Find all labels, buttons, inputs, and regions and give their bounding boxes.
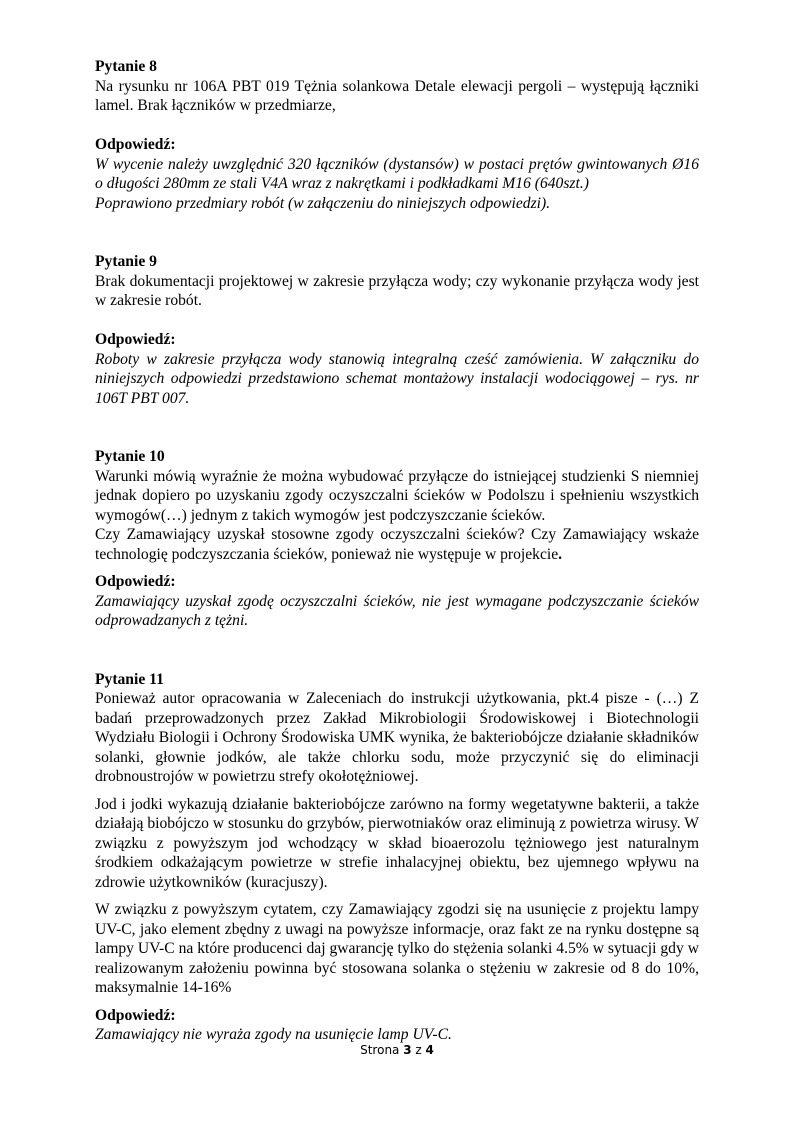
answer-heading: Odpowiedź: [95, 573, 176, 590]
question-body: Na rysunku nr 106A PBT 019 Tężnia solankowa Detale elewacji pergoli – występują łączniki lamel. Brak łączników w przedmiarze, [95, 77, 699, 114]
question-heading: Pytanie 9 [95, 253, 157, 270]
footer-mid: z [411, 1043, 426, 1057]
answer-heading: Odpowiedź: [95, 1006, 176, 1024]
answer-text: Roboty w zakresie przyłącza wody stanowią integralną cześć zamówienia. W załączniku do niniejszych odpowiedzi przedstawiono schemat montażowy instalacji wodociągowej – rys. nr 106T PBT 007. [95, 350, 699, 407]
question-heading: Pytanie 11 [95, 670, 164, 688]
question-paragraph-3: W związku z powyższym cytatem, czy Zamawiający zgodzi się na usunięcie z projektu lampy UV-C, jako element zbędny z uwagi na powyższe informacje, oraz fakt ze na rynku dostępne są lampy UV-C na które producenci daj gwarancję tylko do stężenia solanki 4.5% w sytuacji gdy w realizowanym założeniu powinna być stosowana solanka o stężeniu w zakresie od 8 do 10%, maksymalnie 14-16% [95, 901, 699, 996]
page-footer [0, 1043, 794, 1057]
question-10 [95, 447, 699, 631]
question-11 [95, 670, 699, 1045]
question-heading: Pytanie 10 [95, 448, 165, 465]
answer-text-2: Poprawiono przedmiary robót (w załączeniu do niniejszych odpowiedzi). [95, 194, 551, 212]
answer-text: Zamawiający uzyskał zgodę oczyszczalni ścieków, nie jest wymagane podczyszczanie ścieków odprowadzanych z tężni. [95, 592, 699, 629]
question-9 [95, 252, 699, 408]
question-body: Brak dokumentacji projektowej w zakresie przyłącza wody; czy wykonanie przyłącza wody jest w zakresie robót. [95, 272, 699, 309]
question-body-2 [95, 525, 699, 564]
footer-prefix: Strona [360, 1043, 404, 1057]
question-body-2-end: . [558, 545, 563, 563]
answer-text: Zamawiający nie wyraża zgody na usunięcie lamp UV-C. [95, 1026, 452, 1043]
question-body: Warunki mówią wyraźnie że można wybudować przyłącze do istniejącej studzienki S niemniej jednak dopiero po uzyskaniu zgody oczyszczalni ścieków w Podolszu i spełnieniu wszystkich wymogów(…) jednym z takich wymogów jest podczyszczanie ścieków. [95, 467, 699, 524]
document-page [95, 57, 699, 1045]
answer-heading: Odpowiedź: [95, 331, 176, 348]
question-heading: Pytanie 8 [95, 58, 157, 75]
footer-page-number: 3 [403, 1043, 412, 1057]
answer-heading: Odpowiedź: [95, 136, 176, 153]
question-paragraph-1: Ponieważ autor opracowania w Zaleceniach do instrukcji użytkowania, pkt.4 pisze - (…) Z badań przeprowadzonych przez Zakład Mikrobiologii Środowiskowej i Biotechnologii Wydziału Biologii i Ochrony Środowiska UMK wynika, że bakteriobójcze działanie składników solanki, głownie jodków, ale także chlorku sodu, może przyczynić się do eliminacji drobnoustrojów w powietrzu strefy okołotężniowej. [95, 690, 699, 785]
question-paragraph-2: Jod i jodki wykazują działanie bakteriobójcze zarówno na formy wegetatywne bakterii, a także działają biobójczo w stosunku do grzybów, pierwotniaków oraz eliminują z powietrza wirusy. W związku z powyższym jod wchodzący w skład bioaerozolu tężniowego jest naturalnym środkiem odkażającym powietrze w strefie inhalacyjnej obiektu, bez ujemnego wpływu na zdrowie użytkowników (kuracjuszy). [95, 795, 699, 891]
question-body-2-text: Czy Zamawiający uzyskał stosowne zgody oczyszczalni ścieków? Czy Zamawiający wskaże technologię podczyszczania ścieków, ponieważ nie występuje w projekcie [95, 526, 699, 563]
question-8 [95, 57, 699, 213]
answer-text: W wycenie należy uwzględnić 320 łączników (dystansów) w postaci prętów gwintowanych Ø16 o długości 280mm ze stali V4A wraz z nakrętkami i podkładkami M16 (640szt.) [95, 155, 699, 192]
footer-total-pages: 4 [425, 1043, 434, 1057]
